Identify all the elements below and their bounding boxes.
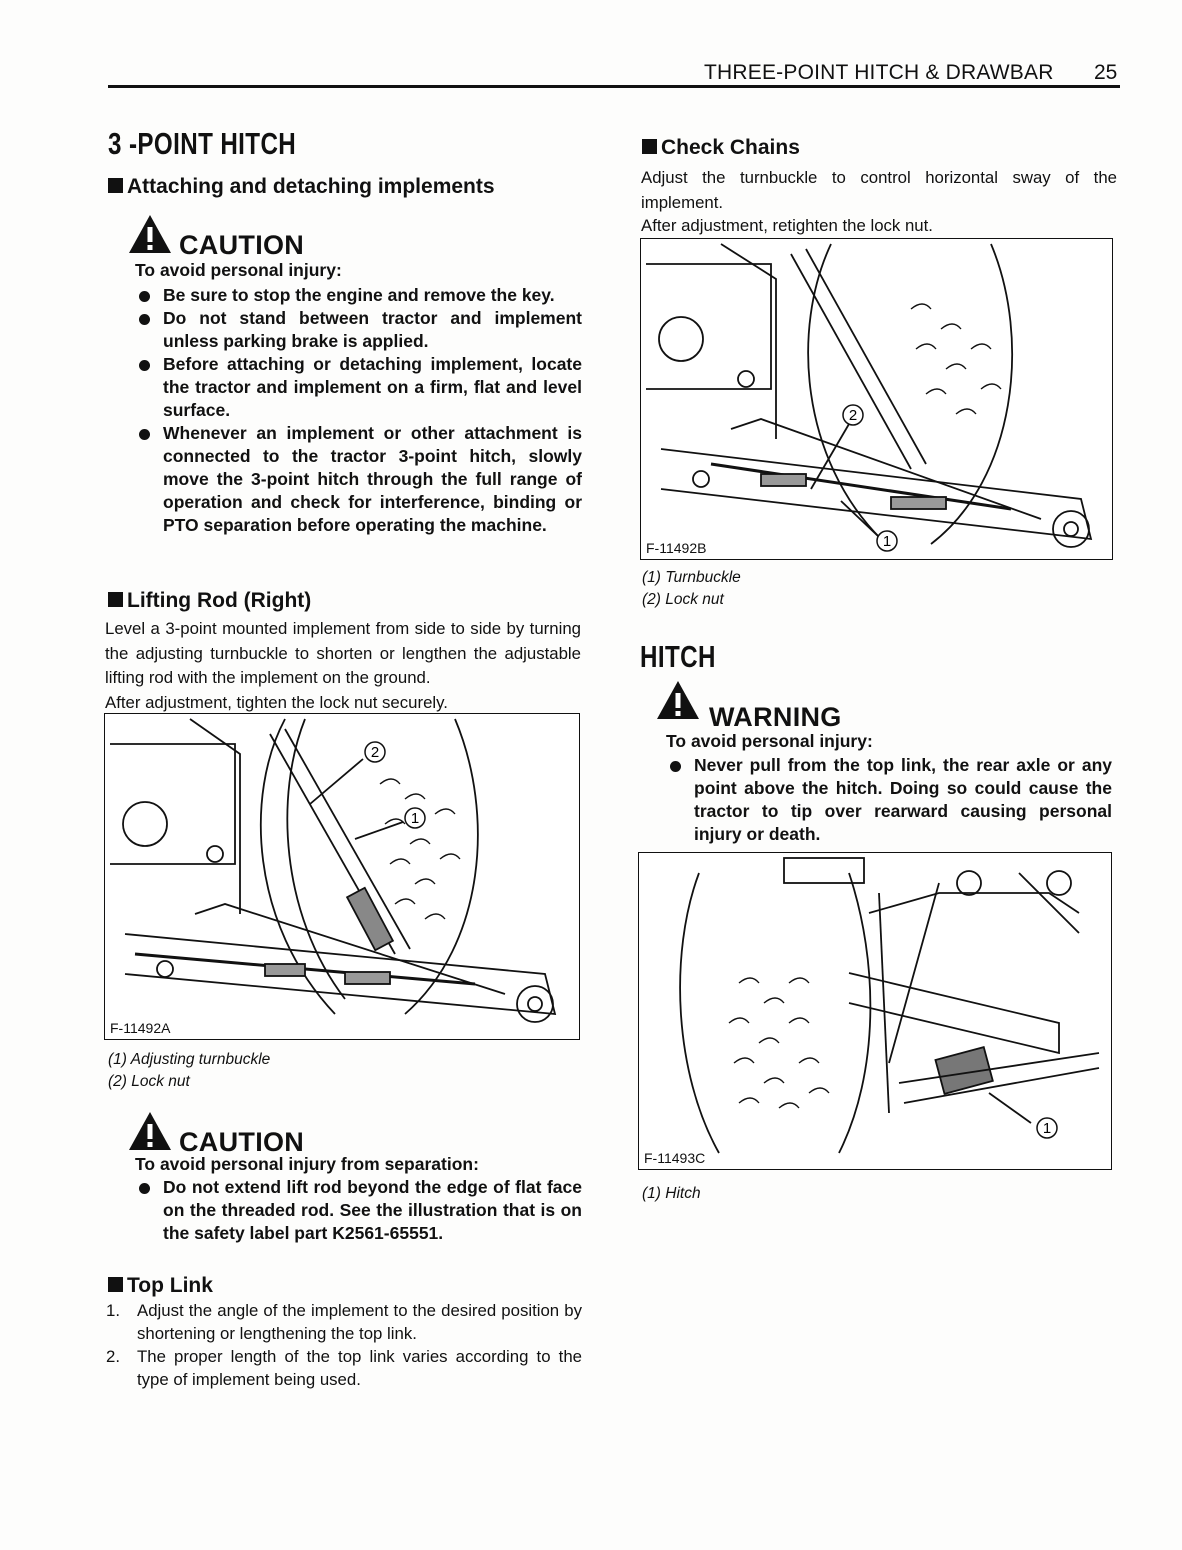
figure-lifting-rod (104, 713, 580, 1040)
subheading-top-link-text: Top Link (127, 1274, 213, 1297)
subheading-top-link (108, 1274, 213, 1298)
square-bullet-icon (642, 139, 657, 154)
warning-list (666, 754, 1112, 846)
square-bullet-icon (108, 1277, 123, 1292)
lifting-rod-illustration (105, 714, 579, 1039)
caution-item: Before attaching or detaching implement, locate the tractor and implement on a firm, flat and level surface. (135, 353, 582, 422)
warning-triangle-icon (128, 214, 172, 254)
caution-intro-2: To avoid personal injury from separation: (135, 1154, 479, 1174)
subheading-attaching (108, 175, 495, 199)
callout-1: 1 (882, 533, 892, 550)
callout-2: 2 (370, 744, 380, 761)
step-number: 2. (106, 1347, 120, 1366)
subheading-check-chains-text: Check Chains (661, 136, 800, 159)
callout-1: 1 (1042, 1120, 1052, 1137)
caution-item: Do not stand between tractor and implement unless parking brake is applied. (135, 307, 582, 353)
caution-list-2 (135, 1176, 582, 1245)
header-rule (108, 85, 1120, 88)
list-item (106, 1299, 582, 1345)
check-chains-paragraph: Adjust the turnbuckle to control horizontal sway of the implement. (641, 168, 1117, 212)
running-header-title: THREE-POINT HITCH & DRAWBAR (704, 61, 1054, 84)
square-bullet-icon (108, 178, 123, 193)
subheading-lifting-rod (108, 589, 311, 613)
caption-1: (1) Hitch (642, 1185, 701, 1202)
hitch-illustration (639, 853, 1111, 1169)
caption-1: (1) Adjusting turnbuckle (108, 1051, 271, 1068)
subheading-attaching-text: Attaching and detaching implements (127, 175, 495, 198)
warning-triangle-icon (656, 680, 700, 720)
figure-check-chains (640, 238, 1113, 560)
caution-item: Whenever an implement or other attachment is connected to the tractor 3-point hitch, slowly move the 3-point hitch through the full range of operation and check for interference, binding or PTO separation before operating the machine. (135, 422, 582, 537)
caption-1: (1) Turnbuckle (642, 569, 741, 586)
callout-1: 1 (410, 810, 420, 827)
subheading-check-chains (642, 136, 800, 160)
caution-title-2: CAUTION (179, 1127, 305, 1157)
page-number: 25 (1094, 61, 1118, 84)
figure-hitch (638, 852, 1112, 1170)
caution-item: Do not extend lift rod beyond the edge of flat face on the threaded rod. See the illustration that is on the safety label part K2561-65551. (135, 1176, 582, 1245)
warning-title: WARNING (709, 702, 842, 732)
callout-2: 2 (848, 407, 858, 424)
warning-item: Never pull from the top link, the rear axle or any point above the hitch. Doing so could cause the tractor to tip over rearward causing personal injury or death. (666, 754, 1112, 846)
figure-label: F-11492A (110, 1020, 171, 1036)
section-heading-3point-hitch: 3 -POINT HITCH (108, 126, 297, 161)
check-chains-illustration (641, 239, 1112, 559)
square-bullet-icon (108, 592, 123, 607)
lifting-rod-paragraph: Level a 3-point mounted implement from side to side by turning the adjusting turnbuckle to shorten or lengthen the adjustable lifting rod with the implement on the ground. (105, 619, 581, 687)
step-number: 1. (106, 1301, 120, 1320)
warning-triangle-icon (128, 1111, 172, 1151)
caution-title: CAUTION (179, 230, 305, 260)
step-text: The proper length of the top link varies according to the type of implement being used. (137, 1347, 582, 1389)
subheading-lifting-rod-text: Lifting Rod (Right) (127, 589, 312, 612)
list-item (106, 1345, 582, 1391)
top-link-steps (106, 1299, 582, 1391)
caution-item: Be sure to stop the engine and remove the key. (135, 284, 582, 307)
figure-label: F-11492B (646, 540, 707, 556)
caption-2: (2) Lock nut (642, 591, 724, 608)
step-text: Adjust the angle of the implement to the desired position by shortening or lengthening the top link. (137, 1301, 582, 1343)
caption-2: (2) Lock nut (108, 1073, 190, 1090)
lifting-rod-paragraph-2: After adjustment, tighten the lock nut securely. (105, 693, 448, 712)
figure-label: F-11493C (644, 1150, 706, 1166)
caution-intro: To avoid personal injury: (135, 260, 342, 280)
caution-list (135, 284, 582, 537)
warning-intro: To avoid personal injury: (666, 731, 873, 751)
check-chains-paragraph-2: After adjustment, retighten the lock nut. (641, 216, 933, 235)
section-heading-hitch: HITCH (640, 639, 716, 674)
